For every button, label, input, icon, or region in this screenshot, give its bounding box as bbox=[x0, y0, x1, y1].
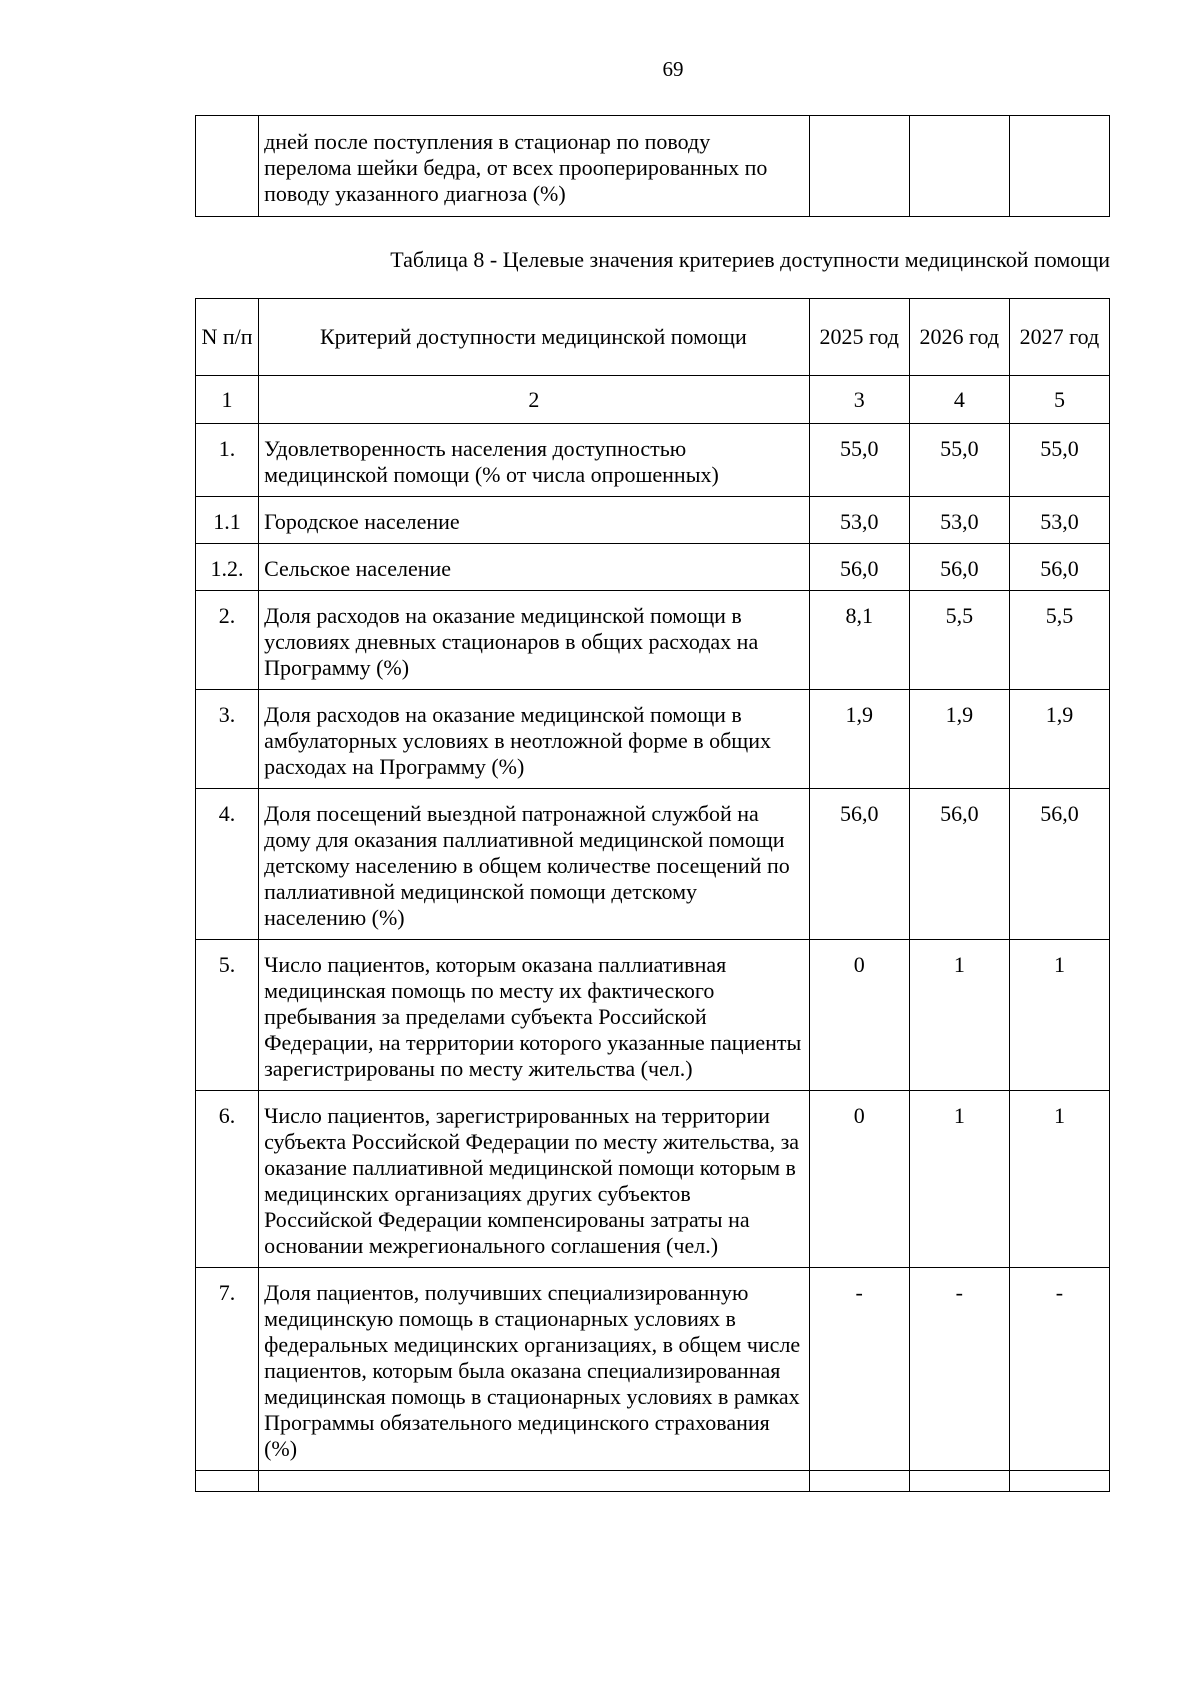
table-row bbox=[196, 690, 1110, 789]
row-value: 0 bbox=[809, 940, 909, 1091]
row-criterion bbox=[259, 1471, 810, 1492]
table-row bbox=[196, 940, 1110, 1091]
row-num: 4. bbox=[196, 789, 259, 940]
row-value: 1 bbox=[909, 940, 1009, 1091]
row-value bbox=[909, 1471, 1009, 1492]
row-num: 2. bbox=[196, 591, 259, 690]
row-criterion: Доля пациентов, получивших специализированную медицинскую помощь в стационарных условиях в федеральных медицинских организациях, в общем числе пациентов, которым была оказана специализированная медицинская помощь в стационарных условиях в рамках Программы обязательного медицинского страхования (%) bbox=[259, 1268, 810, 1471]
row-criterion: Городское население bbox=[259, 497, 810, 544]
row-num: 1. bbox=[196, 424, 259, 497]
row-criterion: Число пациентов, которым оказана паллиативная медицинская помощь по месту их фактического пребывания за пределами субъекта Российской Федерации, на территории которого указанные пациенты зарегистрированы по месту жительства (чел.) bbox=[259, 940, 810, 1091]
row-num: 7. bbox=[196, 1268, 259, 1471]
row-value: 56,0 bbox=[809, 544, 909, 591]
table-caption: Таблица 8 - Целевые значения критериев доступности медицинской помощи bbox=[390, 247, 1110, 272]
carryover-text: дней после поступления в стационар по поводу перелома шейки бедра, от всех прооперированных по поводу указанного диагноза (%) bbox=[264, 129, 768, 206]
row-criterion: Удовлетворенность населения доступностью медицинской помощи (% от числа опрошенных) bbox=[259, 424, 810, 497]
row-criterion: Число пациентов, зарегистрированных на территории субъекта Российской Федерации по месту жительства, за оказание паллиативной медицинской помощи которым в медицинских организациях других субъектов Российской Федерации компенсированы затраты на основании межрегионального соглашения (чел.) bbox=[259, 1091, 810, 1268]
row-value: 8,1 bbox=[809, 591, 909, 690]
row-value: 55,0 bbox=[809, 424, 909, 497]
header-num: N п/п bbox=[196, 299, 259, 376]
header-year: 2025 год bbox=[809, 299, 909, 376]
header-criterion: Критерий доступности медицинской помощи bbox=[259, 299, 810, 376]
row-value bbox=[809, 1471, 909, 1492]
table-row bbox=[196, 1091, 1110, 1268]
table-header-row bbox=[196, 299, 1110, 376]
carryover-num-cell bbox=[196, 116, 259, 217]
row-value: 56,0 bbox=[1009, 789, 1109, 940]
row-value: 53,0 bbox=[909, 497, 1009, 544]
table-row bbox=[196, 497, 1110, 544]
row-value bbox=[1009, 1471, 1109, 1492]
table-row bbox=[196, 1268, 1110, 1471]
row-criterion: Сельское население bbox=[259, 544, 810, 591]
row-value: - bbox=[909, 1268, 1009, 1471]
row-value: 56,0 bbox=[1009, 544, 1109, 591]
carryover-value-cell bbox=[809, 116, 909, 217]
column-index: 4 bbox=[909, 376, 1009, 424]
table-row bbox=[196, 1471, 1110, 1492]
carryover-table bbox=[195, 115, 1110, 217]
row-value: 1 bbox=[1009, 1091, 1109, 1268]
row-value: 5,5 bbox=[909, 591, 1009, 690]
carryover-criterion-cell bbox=[259, 116, 810, 217]
row-num: 1.1 bbox=[196, 497, 259, 544]
row-criterion: Доля расходов на оказание медицинской помощи в амбулаторных условиях в неотложной форме в общих расходах на Программу (%) bbox=[259, 690, 810, 789]
carryover-row bbox=[196, 116, 1110, 217]
header-year: 2026 год bbox=[909, 299, 1009, 376]
row-num: 3. bbox=[196, 690, 259, 789]
column-index-row bbox=[196, 376, 1110, 424]
row-value: 1 bbox=[909, 1091, 1009, 1268]
table-row bbox=[196, 544, 1110, 591]
row-value: 1,9 bbox=[909, 690, 1009, 789]
criteria-table bbox=[195, 298, 1110, 1492]
row-criterion: Доля посещений выездной патронажной службой на дому для оказания паллиативной медицинской помощи детскому населению в общем количестве посещений по паллиативной медицинской помощи детскому населению (%) bbox=[259, 789, 810, 940]
row-value: - bbox=[809, 1268, 909, 1471]
row-value: - bbox=[1009, 1268, 1109, 1471]
row-value: 1,9 bbox=[1009, 690, 1109, 789]
carryover-value-cell bbox=[909, 116, 1009, 217]
table-row bbox=[196, 789, 1110, 940]
column-index: 2 bbox=[259, 376, 810, 424]
column-index: 1 bbox=[196, 376, 259, 424]
table-row bbox=[196, 424, 1110, 497]
row-num: 5. bbox=[196, 940, 259, 1091]
row-value: 56,0 bbox=[909, 544, 1009, 591]
row-num: 6. bbox=[196, 1091, 259, 1268]
row-value: 53,0 bbox=[1009, 497, 1109, 544]
row-value: 53,0 bbox=[809, 497, 909, 544]
row-value: 56,0 bbox=[909, 789, 1009, 940]
row-value: 1,9 bbox=[809, 690, 909, 789]
row-value: 55,0 bbox=[909, 424, 1009, 497]
page-number: 69 bbox=[662, 57, 684, 81]
row-value: 5,5 bbox=[1009, 591, 1109, 690]
header-year: 2027 год bbox=[1009, 299, 1109, 376]
column-index: 3 bbox=[809, 376, 909, 424]
row-num: 1.2. bbox=[196, 544, 259, 591]
column-index: 5 bbox=[1009, 376, 1109, 424]
carryover-value-cell bbox=[1009, 116, 1109, 217]
row-criterion: Доля расходов на оказание медицинской помощи в условиях дневных стационаров в общих расходах на Программу (%) bbox=[259, 591, 810, 690]
row-value: 56,0 bbox=[809, 789, 909, 940]
row-num bbox=[196, 1471, 259, 1492]
table-row bbox=[196, 591, 1110, 690]
row-value: 1 bbox=[1009, 940, 1109, 1091]
row-value: 55,0 bbox=[1009, 424, 1109, 497]
row-value: 0 bbox=[809, 1091, 909, 1268]
